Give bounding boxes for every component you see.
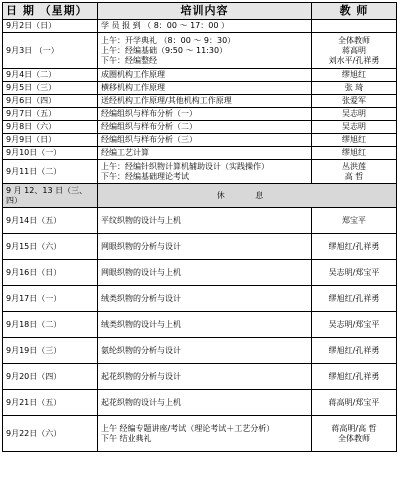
content-cell: [98, 312, 312, 338]
teacher-name: 吴志明/郑宝平: [328, 319, 380, 329]
content-cell: [98, 33, 312, 69]
content-line: 氨纶织物的分析与设计: [101, 345, 181, 355]
teacher-name: 刘水平/孔祥勇: [328, 55, 380, 65]
table-row: [3, 260, 397, 286]
date-cell: 9月16日（日）: [3, 260, 98, 286]
date-cell: 9月11日（二）: [3, 160, 98, 184]
content-cell: [98, 338, 312, 364]
table-row: [3, 108, 397, 121]
teacher-cell: [312, 260, 397, 286]
content-cell: [98, 208, 312, 234]
teacher-name: 缪旭红/孔祥勇: [328, 241, 380, 251]
content-line: 下午：经编整经: [101, 55, 157, 65]
content-cell: [98, 234, 312, 260]
content-line: 成圈机构工作原理: [101, 70, 165, 79]
date-cell: 9月15日（六）: [3, 234, 98, 260]
teacher-cell: [312, 160, 397, 184]
teacher-name: 蒋高明/郑宝平: [328, 397, 380, 407]
rest-cell: 休 息: [98, 184, 397, 208]
content-line: 送经机构工作原理/其他机构工作原理: [101, 96, 232, 105]
header-content: 培训内容: [98, 3, 312, 20]
teacher-cell: [312, 134, 397, 147]
content-line: 起花织物的设计与上机: [101, 397, 181, 407]
date-cell: 9月21日（五）: [3, 390, 98, 416]
teacher-cell: [312, 121, 397, 134]
teacher-cell: [312, 108, 397, 121]
content-line: 下午：经编基础理论考试: [101, 171, 189, 181]
content-line: 经编组织与样布分析（一）: [101, 109, 197, 118]
content-cell: [98, 390, 312, 416]
table-row: [3, 147, 397, 160]
content-cell: [98, 108, 312, 121]
table-row: [3, 95, 397, 108]
content-line: 经编组织与样布分析（二）: [101, 122, 197, 131]
content-cell: [98, 20, 312, 33]
content-cell: [98, 134, 312, 147]
teacher-name: 蒋高明/高 哲: [331, 423, 377, 433]
teacher-name: 全体教师: [338, 433, 370, 443]
content-line: 绒类织物的设计与上机: [101, 319, 181, 329]
content-cell: [98, 286, 312, 312]
teacher-cell: [312, 234, 397, 260]
teacher-name: 缪旭红: [342, 135, 366, 144]
content-line: 网眼织物的设计与上机: [101, 267, 181, 277]
teacher-name: 丛洪莲: [342, 161, 366, 171]
teacher-cell: [312, 69, 397, 82]
content-line: 平纹织物的设计与上机: [101, 215, 181, 225]
table-row: [3, 33, 397, 69]
date-cell: 9月6日（四）: [3, 95, 98, 108]
content-line: 横移机构工作原理: [101, 83, 165, 92]
teacher-name: 吴志明: [342, 122, 366, 131]
content-cell: [98, 69, 312, 82]
content-line: 经编组织与样布分析（三）: [101, 135, 197, 144]
content-cell: [98, 260, 312, 286]
date-cell: 9月20日（四）: [3, 364, 98, 390]
date-cell: 9月8日（六）: [3, 121, 98, 134]
teacher-name: 缪旭红: [342, 70, 366, 79]
teacher-name: 张 琦: [344, 83, 364, 92]
teacher-name: 全体教师: [338, 35, 370, 45]
content-line: 绒类织物的分析与设计: [101, 293, 181, 303]
header-teacher: 教 师: [312, 3, 397, 20]
teacher-name: 缪旭红/孔祥勇: [328, 293, 380, 303]
content-line: 经编工艺计算: [101, 148, 149, 157]
teacher-cell: [312, 338, 397, 364]
date-cell: 9月14日（五）: [3, 208, 98, 234]
table-row: [3, 134, 397, 147]
teacher-name: 高 哲: [344, 171, 364, 181]
table-row: [3, 208, 397, 234]
date-cell: 9月5日（三）: [3, 82, 98, 95]
date-cell: 9月2日（日）: [3, 20, 98, 33]
teacher-name: 缪旭红: [342, 148, 366, 157]
date-cell: 9月22日（六）: [3, 416, 98, 452]
teacher-name: 吴志明: [342, 109, 366, 118]
table-row: [3, 390, 397, 416]
teacher-cell: [312, 95, 397, 108]
teacher-name: 蒋高明: [342, 45, 366, 55]
content-line: 上午：开学典礼 （8：00 ～ 9：30）: [101, 35, 236, 45]
content-cell: [98, 82, 312, 95]
content-cell: [98, 95, 312, 108]
content-line: 上午 经编专题讲座/考试（理论考试＋工艺分析）: [101, 423, 275, 433]
date-cell: 9月4日（二）: [3, 69, 98, 82]
teacher-cell: [312, 390, 397, 416]
teacher-cell: [312, 208, 397, 234]
content-line: 下午 结业典礼: [101, 433, 152, 443]
table-row: [3, 160, 397, 184]
date-cell: 9月9日（日）: [3, 134, 98, 147]
teacher-cell: [312, 20, 397, 33]
date-cell: 9月18日（二）: [3, 312, 98, 338]
date-cell: 9月19日（三）: [3, 338, 98, 364]
content-line: 学 员 报 到 （ 8：00 ～ 17：00 ）: [101, 21, 229, 30]
content-line: 上午：经编基础（9:50 ～ 11:30）: [101, 45, 228, 55]
date-cell: 9月17日（一）: [3, 286, 98, 312]
table-row: [3, 364, 397, 390]
table-row: [3, 82, 397, 95]
content-cell: [98, 121, 312, 134]
teacher-name: 郑宝平: [342, 215, 366, 225]
date-cell: 9月7日（五）: [3, 108, 98, 121]
table-row: [3, 338, 397, 364]
teacher-cell: [312, 82, 397, 95]
schedule-sheet: [2, 2, 396, 452]
content-cell: [98, 364, 312, 390]
content-cell: [98, 160, 312, 184]
header-row: [3, 3, 397, 20]
content-line: 网眼织物的分析与设计: [101, 241, 181, 251]
teacher-cell: [312, 147, 397, 160]
date-cell: 9月3日 （一）: [3, 33, 98, 69]
teacher-cell: [312, 364, 397, 390]
table-row: [3, 286, 397, 312]
table-row: [3, 69, 397, 82]
teacher-name: 缪旭红/孔祥勇: [328, 345, 380, 355]
teacher-name: 缪旭红/孔祥勇: [328, 371, 380, 381]
content-line: 起花织物的分析与设计: [101, 371, 181, 381]
table-row: [3, 20, 397, 33]
teacher-cell: [312, 286, 397, 312]
content-cell: [98, 416, 312, 452]
content-cell: [98, 147, 312, 160]
teacher-cell: [312, 312, 397, 338]
teacher-name: 张爱军: [342, 96, 366, 105]
table-row: [3, 121, 397, 134]
content-line: 上午：经编针织物计算机辅助设计（实践操作）: [101, 161, 269, 171]
header-date: 日 期 （星期）: [3, 3, 98, 20]
date-cell: 9 月 12、13 日（三、四）: [3, 184, 98, 208]
table-row: [3, 234, 397, 260]
teacher-name: 吴志明/郑宝平: [328, 267, 380, 277]
table-row: [3, 184, 397, 208]
teacher-cell: [312, 416, 397, 452]
table-row: [3, 312, 397, 338]
training-schedule-table: [2, 2, 397, 452]
table-row: [3, 416, 397, 452]
teacher-cell: [312, 33, 397, 69]
date-cell: 9月10日（一）: [3, 147, 98, 160]
